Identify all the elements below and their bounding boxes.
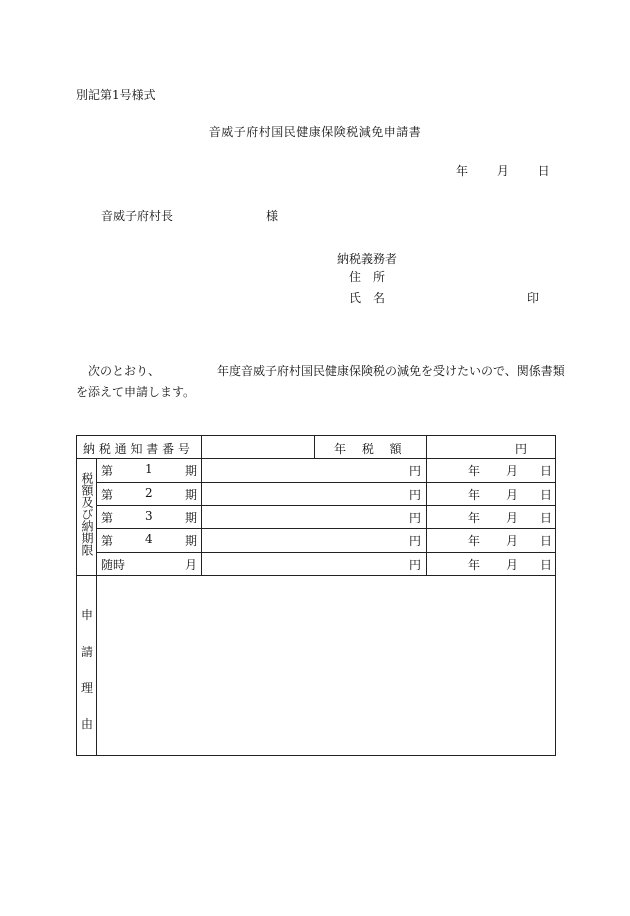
installment-number: 1 xyxy=(145,462,153,476)
deadline-day-label: 日 xyxy=(540,534,553,548)
installment-number: 2 xyxy=(145,486,153,500)
deadline-year-label: 年 xyxy=(468,511,481,525)
addressee xyxy=(101,207,279,224)
installment-label-suffix: 期 xyxy=(185,488,198,502)
installment-label-prefix: 第 xyxy=(101,534,114,548)
installment-number: 4 xyxy=(145,532,153,546)
deadline-day-label: 日 xyxy=(540,464,553,478)
installment-label-suffix: 期 xyxy=(185,464,198,478)
deadline-month-label: 月 xyxy=(506,511,519,525)
date-year-label: 年 xyxy=(456,164,469,178)
installment-amount-unit: 円 xyxy=(409,534,422,548)
reason-input-area[interactable] xyxy=(97,576,554,755)
deadline-month-label: 月 xyxy=(506,558,519,572)
deadline-year-label: 年 xyxy=(468,534,481,548)
date-day-label: 日 xyxy=(537,164,550,178)
installment-label-prefix: 第 xyxy=(101,511,114,525)
installment-label-prefix: 第 xyxy=(101,488,114,502)
annual-tax-unit: 円 xyxy=(515,442,528,456)
addressee-suffix: 様 xyxy=(266,209,279,223)
date-month-label: 月 xyxy=(496,164,509,178)
deadline-month-label: 月 xyxy=(506,464,519,478)
reason-label-char: 申 xyxy=(81,608,94,622)
body-text-part-b: 年度音威子府村国民健康保険税の減免を受けたいので、関係書類 xyxy=(217,364,565,378)
installment-label-prefix: 第 xyxy=(101,464,114,478)
addressee-name: 音威子府村長 xyxy=(101,209,174,223)
seal-mark: 印 xyxy=(527,291,540,305)
deadline-day-label: 日 xyxy=(540,558,553,572)
installment-label-suffix: 月 xyxy=(185,558,198,572)
installment-amount-unit: 円 xyxy=(409,511,422,525)
installment-label-suffix: 期 xyxy=(185,534,198,548)
deadline-month-label: 月 xyxy=(506,488,519,502)
deadline-year-label: 年 xyxy=(468,558,481,572)
reason-label-char: 請 xyxy=(81,645,94,659)
deadline-year-label: 年 xyxy=(468,488,481,502)
body-text-part-a: 次のとおり、 xyxy=(88,364,161,378)
installment-amount-unit: 円 xyxy=(409,464,422,478)
deadline-day-label: 日 xyxy=(540,488,553,502)
taxpayer-label: 納税義務者 xyxy=(337,252,398,266)
installment-amount-field[interactable] xyxy=(202,506,402,526)
reason-label-char: 由 xyxy=(81,717,94,731)
installment-amount-field[interactable] xyxy=(202,459,402,479)
form-number: 別記第1号様式 xyxy=(76,88,156,102)
installment-label-suffix: 期 xyxy=(185,511,198,525)
installment-amount-unit: 円 xyxy=(409,488,422,502)
name-label: 氏 名 xyxy=(349,291,386,305)
body-text-line-1 xyxy=(88,362,565,379)
application-date xyxy=(456,162,550,179)
deadline-day-label: 日 xyxy=(540,511,553,525)
address-label: 住 所 xyxy=(349,270,386,284)
application-form-table xyxy=(76,435,556,756)
deadline-month-label: 月 xyxy=(506,534,519,548)
installment-amount-field[interactable] xyxy=(202,553,402,573)
reason-label-char: 理 xyxy=(81,681,94,695)
annual-tax-label: 年 税 額 xyxy=(334,442,402,456)
document-title: 音威子府村国民健康保険税減免申請書 xyxy=(208,125,422,139)
installment-amount-field[interactable] xyxy=(202,529,402,549)
installment-number: 3 xyxy=(145,509,153,523)
body-text-line-2: を添えて申請します。 xyxy=(76,385,196,399)
tax-and-deadline-label: 税額及び納期限 xyxy=(80,472,94,556)
notice-number-label: 納 税 通 知 書 番 号 xyxy=(83,442,190,456)
installment-label-prefix: 随時 xyxy=(101,558,126,572)
installment-amount-unit: 円 xyxy=(409,558,422,572)
installment-amount-field[interactable] xyxy=(202,483,402,503)
deadline-year-label: 年 xyxy=(468,464,481,478)
